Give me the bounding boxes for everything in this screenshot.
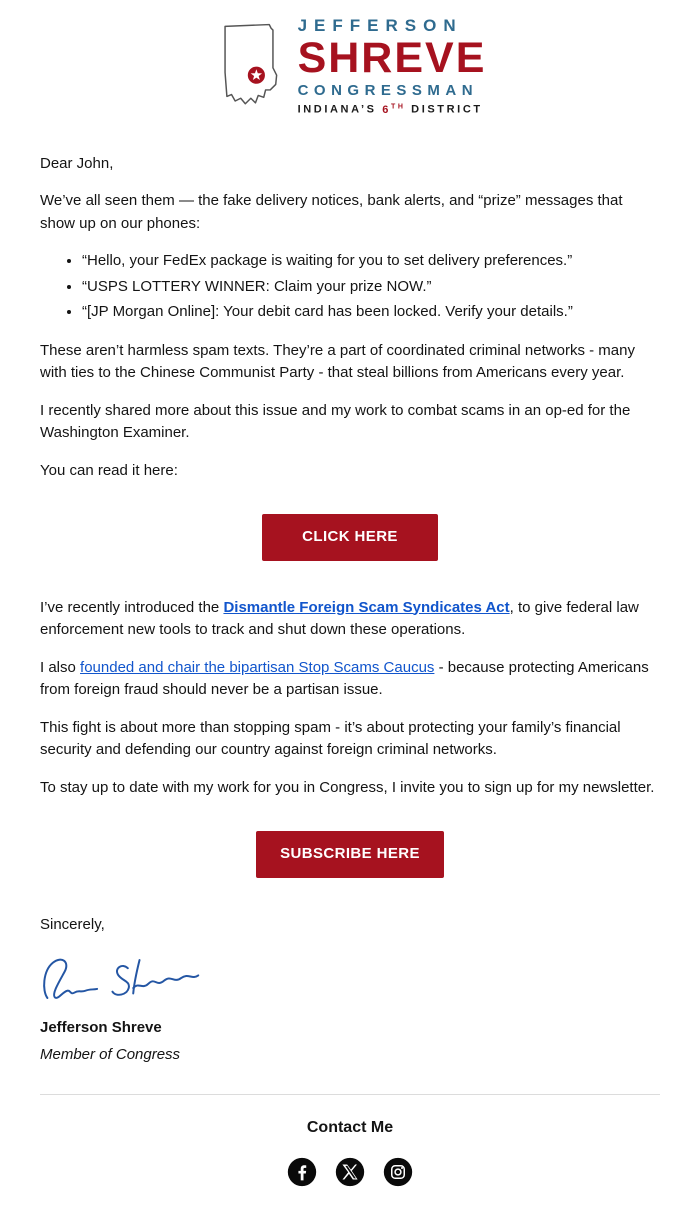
list-item: • “USPS LOTTERY WINNER: Claim your prize NOW.” xyxy=(82,276,660,299)
subscribe-here-button[interactable]: SUBSCRIBE HERE xyxy=(256,831,444,878)
signer-name: Jefferson Shreve xyxy=(40,1019,162,1037)
instagram-icon[interactable] xyxy=(383,1157,413,1187)
networks-paragraph: These aren’t harmless spam texts. They’re a part of coordinated criminal networks - many with ties to the Chinese Communist Party - that steal billions from Americans every year. xyxy=(40,341,635,382)
campaign-logo xyxy=(0,10,700,138)
letter-body xyxy=(0,153,700,1067)
list-item: • “[JP Morgan Online]: Your debit card has been locked. Verify your details.” xyxy=(82,301,660,324)
logo-text xyxy=(298,16,487,116)
act-text-post: , to give federal law enforcement new tools to track and shut down these operations. xyxy=(40,598,639,639)
signer-title: Member of Congress xyxy=(40,1045,181,1063)
stop-scams-caucus-link[interactable]: founded and chair the bipartisan Stop Scams Caucus xyxy=(80,658,435,676)
facebook-icon[interactable] xyxy=(287,1157,317,1187)
click-here-button-row xyxy=(40,514,660,561)
district-number: 6TH xyxy=(382,102,406,116)
x-icon[interactable] xyxy=(335,1157,365,1187)
district-text-pre: INDIANA’S xyxy=(297,103,377,116)
read-prompt: You can read it here: xyxy=(40,461,178,479)
dismantle-act-link[interactable]: Dismantle Foreign Scam Syndicates Act xyxy=(223,598,510,616)
intro-paragraph: We’ve all seen them — the fake delivery notices, bank alerts, and “prize” messages that show up on our phones: xyxy=(40,192,623,232)
caucus-text-pre: I also xyxy=(40,658,81,676)
logo-last-name: SHREVE xyxy=(297,34,487,82)
fight-paragraph: This fight is about more than stopping spam - it’s about protecting your family’s financial security and defending our country against foreign criminal networks. xyxy=(40,718,621,759)
newsletter-paragraph: To stay up to date with my work for you in Congress, I invite you to sign up for my newsletter. xyxy=(40,778,655,796)
logo-title: CONGRESSMAN xyxy=(297,81,479,99)
caucus-paragraph xyxy=(40,657,660,702)
district-text-post: DISTRICT xyxy=(411,103,483,116)
subscribe-button-row xyxy=(40,831,660,878)
oped-paragraph: I recently shared more about this issue and my work to combat scams in an op-ed for the Washington Examiner. xyxy=(40,401,631,442)
act-paragraph xyxy=(40,597,660,642)
logo-first-name: JEFFERSON xyxy=(297,16,463,35)
greeting: Dear John, xyxy=(40,154,114,172)
indiana-state-icon xyxy=(214,20,284,112)
closing: Sincerely, xyxy=(40,915,105,933)
email-footer xyxy=(0,1094,700,1193)
footer-divider xyxy=(40,1094,660,1095)
caucus-text-post: - because protecting Americans from foreign fraud should never be a partisan issue. xyxy=(40,658,649,699)
logo-district-line xyxy=(298,103,483,116)
list-item: • “Hello, your FedEx package is waiting for you to set delivery preferences.” xyxy=(82,250,660,273)
social-icons-row xyxy=(0,1157,700,1193)
scam-examples-list xyxy=(40,250,660,324)
act-text-pre: I’ve recently introduced the xyxy=(40,598,224,616)
signature-image xyxy=(40,951,212,1007)
contact-me-heading: Contact Me xyxy=(306,1119,394,1137)
click-here-button[interactable]: CLICK HERE xyxy=(262,514,438,561)
